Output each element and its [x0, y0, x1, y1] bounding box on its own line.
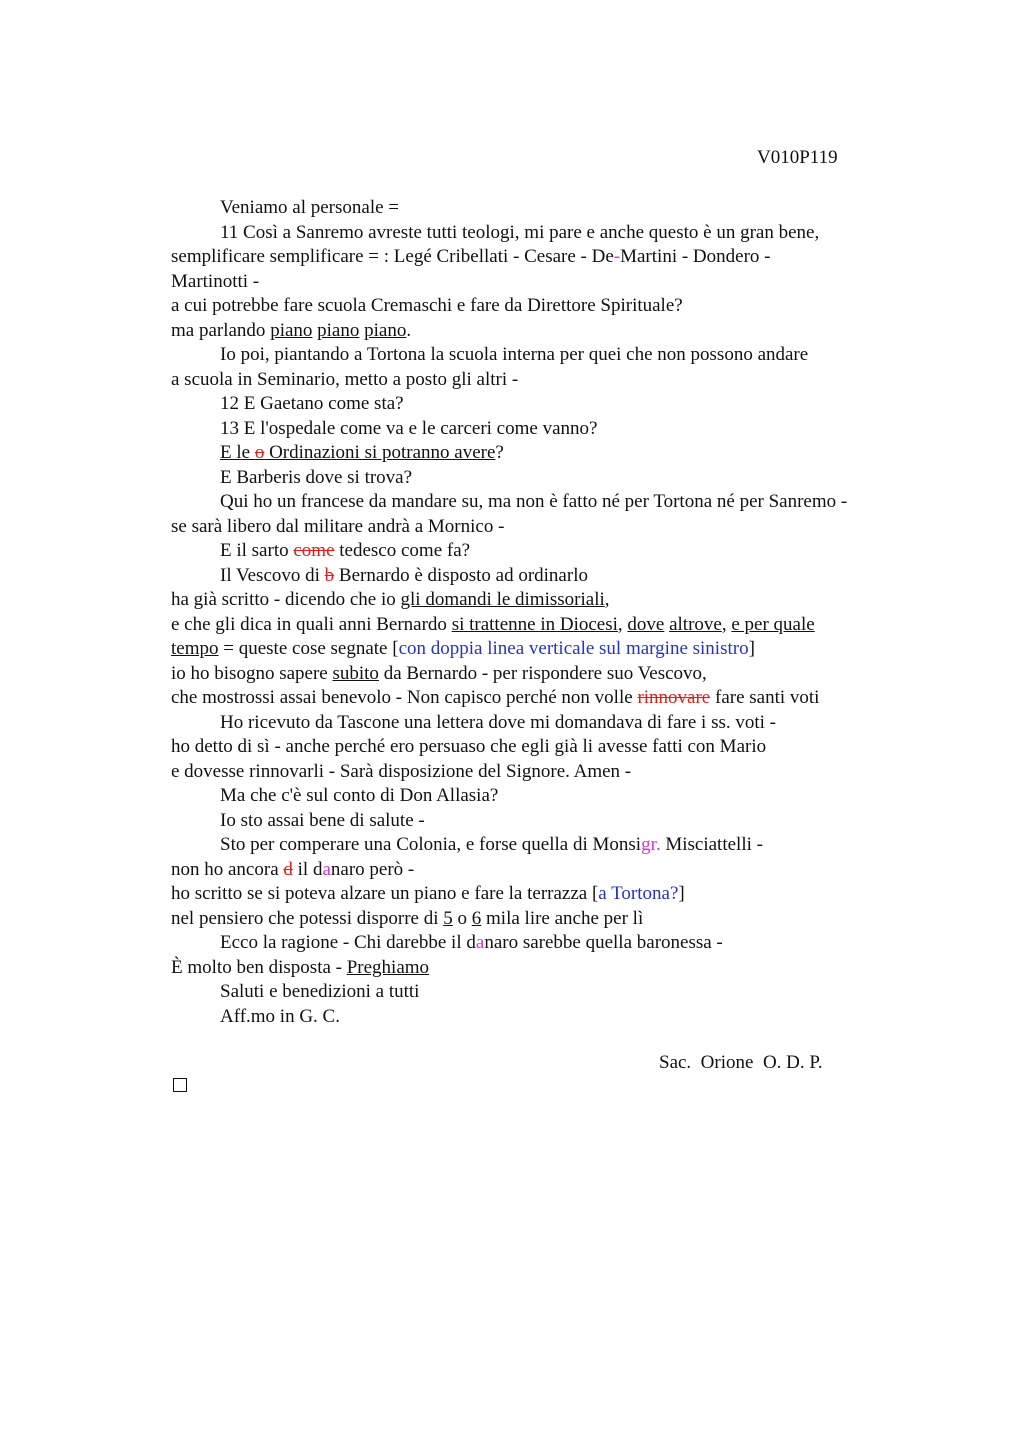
text-line: 13 E l'ospedale come va e le carceri come vanno? [220, 417, 598, 439]
text-segment: naro sarebbe quella baronessa - [484, 932, 723, 953]
text-segment: ha già scritto - dicendo che io [171, 589, 401, 610]
text-segment: E il sarto [220, 540, 294, 561]
underlined-text: tempo [171, 638, 219, 659]
text-line [171, 613, 911, 638]
inserted-text: gr. [641, 834, 661, 855]
text-segment: ma parlando [171, 319, 271, 341]
text-line [171, 637, 911, 662]
text-line: E Barberis dove si trova? [220, 466, 413, 488]
text-line [171, 686, 911, 711]
text-segment: ho scritto se si poteva alzare un piano e fare la terrazza [ [171, 883, 599, 904]
editor-note: a Tortona? [598, 883, 679, 904]
text-segment: che mostrossi assai benevolo - Non capisco perché non volle [171, 687, 638, 708]
underlined-text: gli domandi le dimissoriali [400, 589, 605, 610]
signature: Sac. Orione O. D. P. [659, 1052, 823, 1073]
text-segment: = queste cose segnate [ [218, 638, 399, 659]
text-segment: , [617, 613, 628, 635]
text-segment: nel pensiero che potessi disporre di [171, 907, 444, 929]
text-line [171, 539, 911, 564]
underlined-text: piano [317, 319, 360, 341]
letter-body [171, 196, 911, 1029]
text-line [171, 882, 911, 907]
underlined-text: dove [627, 613, 665, 635]
editor-note: con doppia linea verticale sul margine sinistro [398, 638, 749, 659]
text-segment: , [721, 613, 732, 635]
text-line: 12 E Gaetano come sta? [220, 393, 404, 414]
inserted-text: a [475, 932, 485, 953]
text-segment: e che gli dica in quali anni Bernardo [171, 613, 452, 635]
text-line: Ho ricevuto da Tascone una lettera dove mi domandava di fare i ss. voti - [220, 711, 777, 733]
underlined-text: 5 [443, 907, 453, 929]
checkbox-square-icon [173, 1078, 187, 1092]
text-line [171, 662, 911, 687]
text-segment: fare santi voti [710, 687, 820, 708]
text-segment: semplificare semplificare = : Legé Cribellati - Cesare - De [171, 246, 614, 267]
text-line [171, 907, 911, 932]
underlined-text: altrove [669, 613, 722, 635]
text-segment: da Bernardo - per rispondere suo Vescovo, [378, 662, 707, 684]
underlined-text: Preghiamo [346, 956, 430, 978]
text-line: a cui potrebbe fare scuola Cremaschi e fare da Direttore Spirituale? [171, 295, 683, 316]
text-line: ho detto di sì - anche perché ero persuaso che egli già li avesse fatti con Mario [171, 736, 767, 757]
text-line [171, 858, 911, 883]
text-segment: Ordinazioni si potranno avere [264, 442, 496, 463]
text-line [171, 956, 911, 981]
text-line: Io poi, piantando a Tortona la scuola interna per quei che non possono andare [220, 344, 809, 365]
text-segment: o [452, 907, 472, 929]
text-segment: , [604, 589, 610, 610]
text-line: 11 Così a Sanremo avreste tutti teologi, mi pare e anche questo è un gran bene, [220, 221, 820, 243]
underlined-text: si trattenne in Diocesi [451, 613, 618, 635]
text-segment: Il Vescovo di [220, 564, 325, 586]
text-line: Ma che c'è sul conto di Don Allasia? [220, 785, 499, 806]
text-segment: E le [220, 442, 255, 463]
text-line: Aff.mo in G. C. [220, 1005, 340, 1027]
underlined-text: subito [332, 662, 379, 684]
text-line [171, 931, 911, 956]
text-line: Qui ho un francese da mandare su, ma non è fatto né per Tortona né per Sanremo - [220, 491, 848, 512]
deleted-text: o [254, 442, 265, 463]
text-segment: Martini - Dondero - [620, 246, 771, 267]
text-line: Saluti e benedizioni a tutti [220, 981, 420, 1002]
text-line [171, 441, 911, 466]
text-segment: ] [748, 638, 755, 659]
text-line: a scuola in Seminario, metto a posto gli altri - [171, 368, 519, 390]
inserted-text: a [322, 858, 331, 880]
text-segment: Ecco la ragione - Chi darebbe il d [220, 932, 476, 953]
underlined-text: 6 [471, 907, 482, 929]
text-line: e dovesse rinnovarli - Sarà disposizione del Signore. Amen - [171, 760, 632, 782]
text-segment: il d [292, 858, 323, 880]
underlined-text: e per quale [731, 613, 815, 635]
text-line: se sarà libero dal militare andrà a Mornico - [171, 515, 505, 537]
text-line [171, 245, 911, 270]
text-segment: non ho ancora [171, 858, 284, 880]
text-segment: mila lire anche per lì [481, 907, 644, 929]
text-line [171, 319, 911, 344]
text-segment: . [406, 319, 412, 341]
text-line [171, 564, 911, 589]
text-segment: Misciattelli - [660, 834, 763, 855]
text-line: Io sto assai bene di salute - [220, 809, 425, 831]
deleted-text: d [283, 858, 293, 880]
text-segment: Sto per comperare una Colonia, e forse quella di Monsi [220, 834, 642, 855]
deleted-text: come [293, 540, 335, 561]
text-segment: io ho bisogno sapere [171, 662, 333, 684]
deleted-text: rinnovare [637, 687, 711, 708]
text-segment: ? [495, 442, 504, 463]
text-segment: ] [678, 883, 685, 904]
text-line [171, 833, 911, 858]
text-line: Martinotti - [171, 270, 260, 292]
text-line [171, 588, 911, 613]
deleted-text: b [324, 564, 335, 586]
underlined-text: piano [364, 319, 407, 341]
page-id: V010P119 [757, 147, 838, 168]
text-segment: naro però - [330, 858, 415, 880]
underlined-text [220, 442, 495, 463]
text-segment: È molto ben disposta - [171, 956, 347, 978]
inserted-text: - [613, 246, 621, 267]
underlined-text: piano [270, 319, 313, 341]
text-line: Veniamo al personale = [220, 197, 400, 218]
text-segment: tedesco come fa? [334, 540, 471, 561]
text-segment: Bernardo è disposto ad ordinarlo [334, 564, 588, 586]
